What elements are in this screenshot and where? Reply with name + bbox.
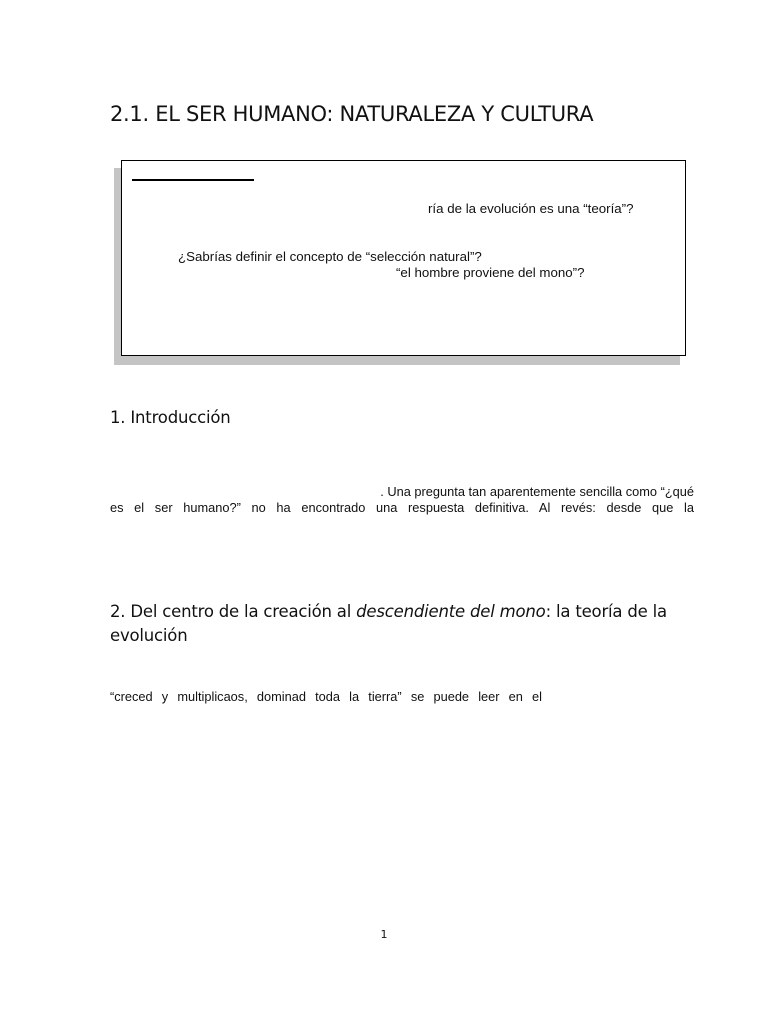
section-2-paragraph-line-1: “creced y multiplicaos, dominad toda la tierra” se puede leer en el [110, 689, 542, 704]
callout-question-theory: ría de la evolución es una “teoría”? [428, 201, 634, 216]
questions-callout-box [121, 160, 686, 356]
section-1-paragraph-line-2: es el ser humano?” no ha encontrado una respuesta definitiva. Al revés: desde que la [110, 500, 694, 515]
section-2-heading-part-1: 2. Del centro de la creación al [110, 602, 357, 621]
section-1-heading: 1. Introducción [110, 408, 231, 427]
section-2-heading-italic: descendiente del mono [356, 602, 546, 621]
page-title: 2.1. EL SER HUMANO: NATURALEZA Y CULTURA [110, 102, 594, 126]
callout-question-natural-selection: ¿Sabrías definir el concepto de “selección natural”? [178, 249, 482, 264]
callout-heading-rule [132, 179, 254, 181]
section-2-heading-part-2: : la teoría de la evolución [110, 602, 667, 645]
page-number: 1 [380, 928, 388, 941]
section-2-heading [110, 600, 670, 648]
callout-question-monkey: “el hombre proviene del mono”? [396, 265, 585, 280]
section-1-paragraph-line-1: . Una pregunta tan aparentemente sencilla como “¿qué [380, 484, 694, 499]
